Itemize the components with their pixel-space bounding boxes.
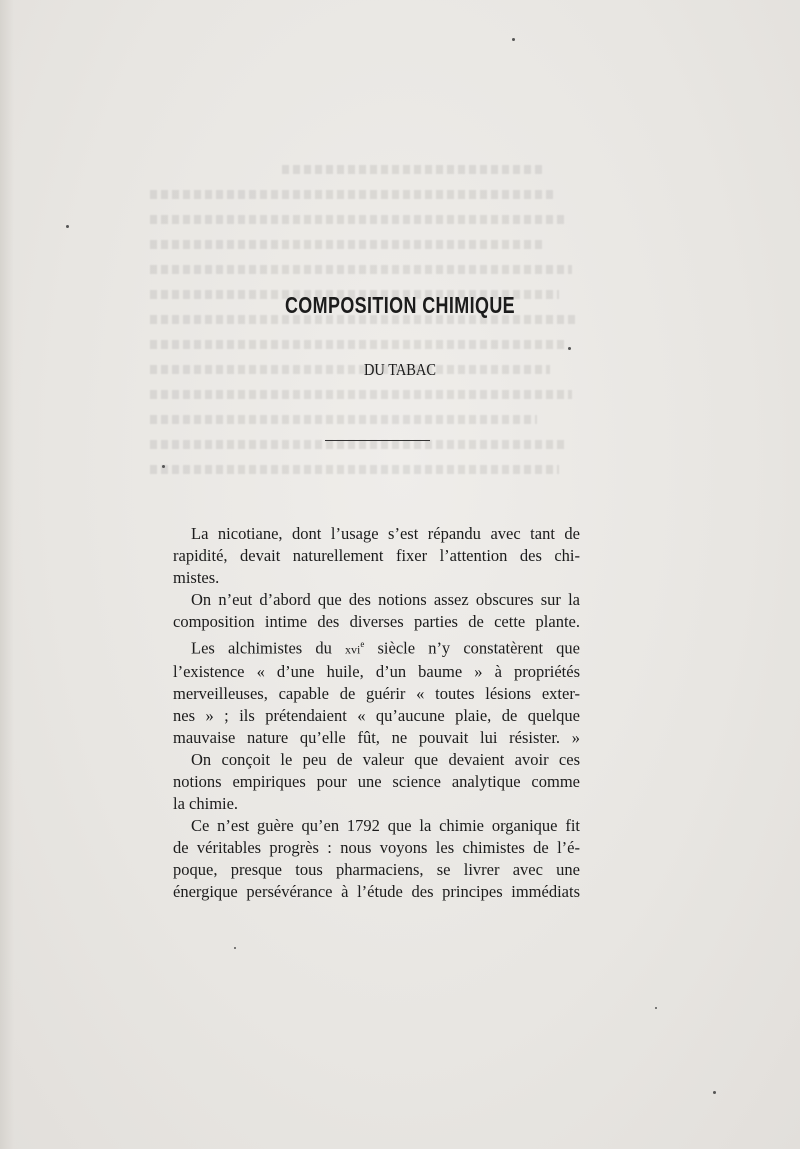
text-line: poque, presque tous pharmaciens, se livrer avec une xyxy=(173,859,580,879)
century-numeral: xvi xyxy=(345,642,361,657)
text-line: notions empiriques pour une science analytique comme xyxy=(173,771,580,791)
text-line: composition intime des diverses parties de cette plante. xyxy=(173,612,580,631)
paragraph-3 xyxy=(173,633,580,749)
paper-speck xyxy=(655,1007,657,1009)
show-through-text xyxy=(150,165,590,505)
text-line: La nicotiane, dont l’usage s’est répandu avec tant de xyxy=(191,524,580,543)
text-line: la chimie. xyxy=(173,793,239,813)
text-line: énergique persévérance à l’étude des principes immédiats xyxy=(173,881,580,901)
paper-speck xyxy=(234,947,236,949)
paper-speck xyxy=(512,38,515,41)
text-line: rapidité, devait naturellement fixer l’attention des chi- xyxy=(173,546,580,565)
text-line: On n’eut d’abord que des notions assez obscures sur la xyxy=(191,590,580,609)
paper-speck xyxy=(66,225,69,228)
paper-speck xyxy=(568,347,571,350)
paper-speck xyxy=(162,465,165,468)
chapter-subtitle: DU TABAC xyxy=(363,360,437,379)
title-divider xyxy=(325,440,430,441)
text-line: nes » ; ils prétendaient « qu’aucune plaie, de quelque xyxy=(173,705,580,725)
text-line: merveilleuses, capable de guérir « toutes lésions exter- xyxy=(173,683,580,703)
text-line: Ce n’est guère qu’en 1792 que la chimie organique fit xyxy=(191,815,580,835)
line-rest: siècle n’y constatèrent que xyxy=(364,638,581,658)
text-line xyxy=(173,633,580,661)
paragraph-5 xyxy=(173,815,580,903)
paragraph-2 xyxy=(173,589,580,633)
line-prefix: l’ xyxy=(173,661,184,681)
chapter-title: COMPOSITION CHIMIQUE xyxy=(284,292,516,318)
text-line: mistes. xyxy=(173,568,220,587)
text-line: mauvaise nature qu’elle fût, ne pouvait lui résister. » xyxy=(173,727,580,747)
body-text xyxy=(173,523,580,903)
paper-speck xyxy=(713,1091,716,1094)
century-superscript: e xyxy=(360,639,365,649)
paragraph-1 xyxy=(173,523,580,589)
paragraph-4 xyxy=(173,749,580,815)
page-edge-shadow xyxy=(0,0,14,1149)
text-line: de véritables progrès : nous voyons les chimistes de l’é- xyxy=(173,837,580,857)
text-line: l’existence « d’une huile, d’un baume » à propriétés xyxy=(173,661,580,681)
text-line: On conçoit le peu de valeur que devaient avoir ces xyxy=(191,749,580,769)
line-start: Les alchimistes du xyxy=(191,638,345,658)
